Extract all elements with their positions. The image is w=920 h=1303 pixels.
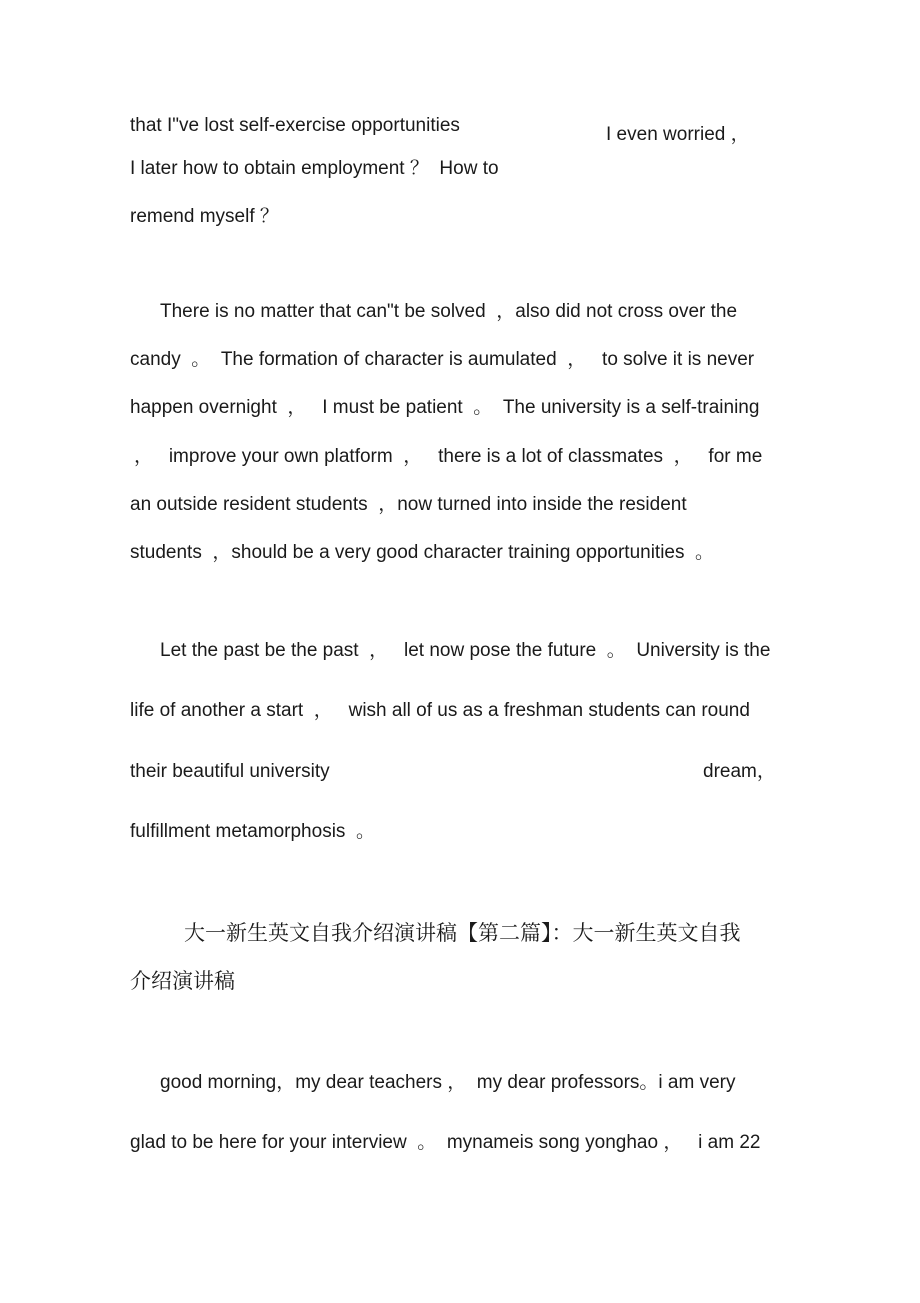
text-line: happen overnight ， I must be patient 。 The university is a self-training [130, 397, 760, 418]
text-line: dream， [703, 761, 776, 782]
text-line: candy 。 The formation of character is aumulated ， to solve it is never [130, 349, 755, 370]
text-line: I later how to obtain employment ？ How to [130, 158, 499, 179]
text-line: life of another a start ， wish all of us as a freshman students can round [130, 700, 750, 721]
text-line: good morning，my dear teachers ， my dear professors。i am very [160, 1072, 736, 1093]
text-line: fulfillment metamorphosis 。 [130, 821, 375, 842]
text-line: I even worried ， [606, 124, 750, 145]
text-line: students ，should be a very good character training opportunities 。 [130, 542, 715, 563]
section-heading-continued: 介绍演讲稿 [130, 969, 235, 993]
text-line: Let the past be the past ， let now pose the future 。 University is the [160, 640, 771, 661]
text-line: remend myself ？ [130, 206, 279, 227]
text-line: an outside resident students ，now turned into inside the resident [130, 494, 687, 515]
text-line: ， improve your own platform ， there is a lot of classmates ， for me [134, 446, 763, 467]
text-line: their beautiful university [130, 761, 330, 782]
text-line: that I"ve lost self-exercise opportunities [130, 115, 460, 136]
text-line: There is no matter that can"t be solved ，also did not cross over the [160, 301, 738, 322]
text-line: glad to be here for your interview 。 mynameis song yonghao ， i am 22 [130, 1132, 761, 1153]
section-heading: 大一新生英文自我介绍演讲稿【第二篇】：大一新生英文自我 [184, 921, 741, 945]
